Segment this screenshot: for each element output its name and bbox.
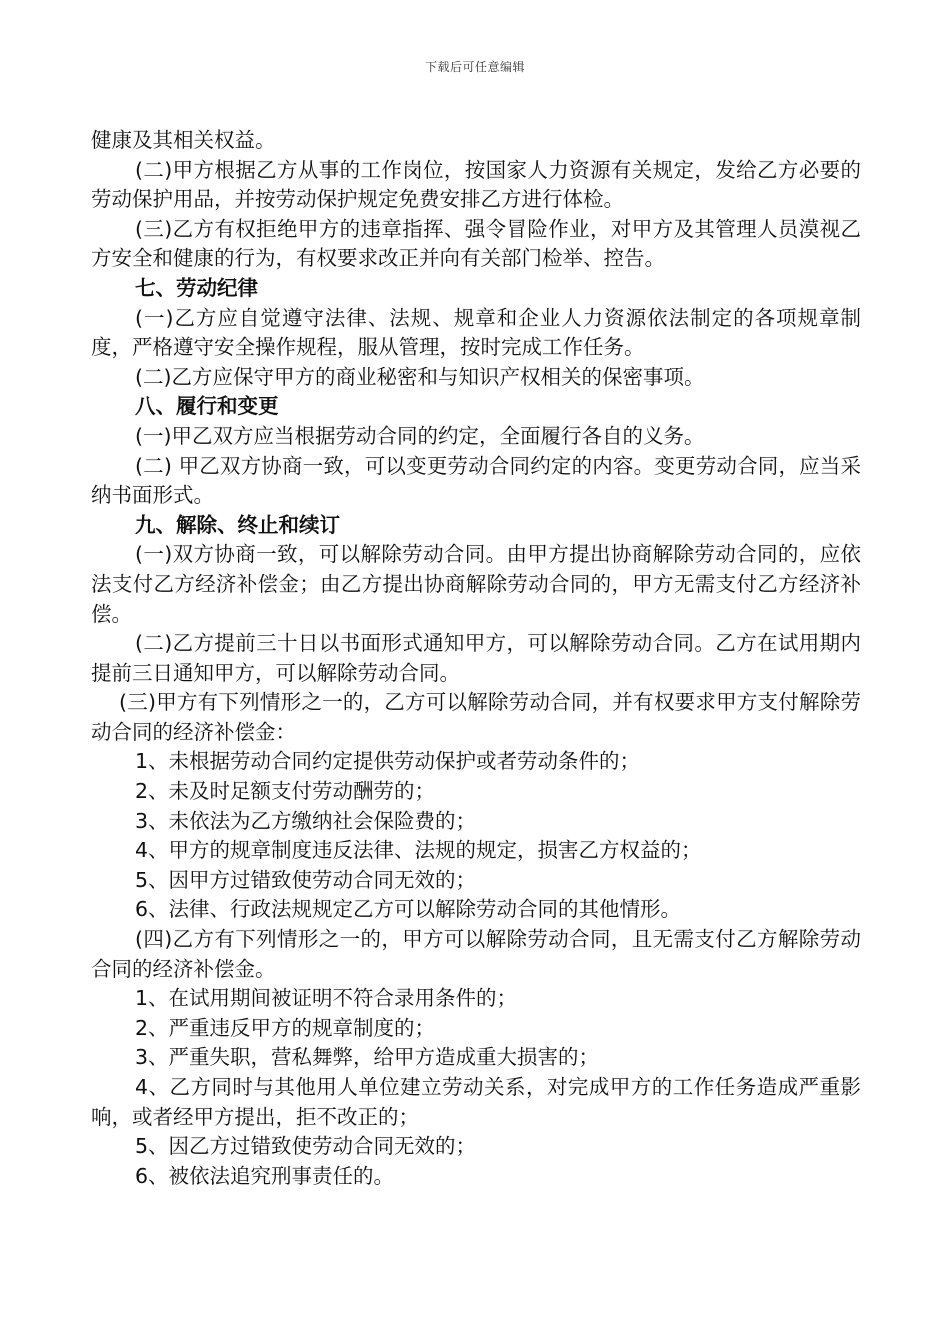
- paragraph: (一)甲乙双方应当根据劳动合同的约定，全面履行各自的义务。: [135, 423, 705, 448]
- list-item: 4、甲方的规章制度违反法律、法规的规定，损害乙方权益的；: [135, 838, 702, 863]
- paragraph: (二) 甲乙双方协商一致，可以变更劳动合同约定的内容。变更劳动合同，应当采纳书面形式。: [91, 453, 861, 508]
- list-item: 5、因乙方过错致使劳动合同无效的；: [135, 1134, 477, 1159]
- list-item: 2、未及时足额支付劳动酬劳的；: [135, 779, 436, 804]
- paragraph-continuation: 健康及其相关权益。: [91, 128, 276, 152]
- list-item: 1、未根据劳动合同约定提供劳动保护或者劳动条件的；: [135, 749, 641, 774]
- section-heading: 七、劳动纪律: [135, 275, 258, 300]
- header-note: 下载后可任意编辑: [424, 60, 525, 74]
- paragraph: (二)乙方提前三十日以书面形式通知甲方，可以解除劳动合同。乙方在试用期内提前三日通知甲方，可以解除劳动合同。: [91, 631, 861, 685]
- list-item: 3、严重失职，营私舞弊，给甲方造成重大损害的；: [135, 1045, 600, 1070]
- paragraph: (一)双方协商一致，可以解除劳动合同。由甲方提出协商解除劳动合同的，应依法支付乙方经济补偿金；由乙方提出协商解除劳动合同的，甲方无需支付乙方经济补偿。: [91, 542, 861, 626]
- paragraph: (一)乙方应自觉遵守法律、法规、规章和企业人力资源依法制定的各项规章制度，严格遵守安全操作规程，服从管理，按时完成工作任务。: [91, 305, 861, 360]
- list-item: 1、在试用期间被证明不符合录用条件的；: [135, 986, 518, 1011]
- paragraph: (二)甲方根据乙方从事的工作岗位，按国家人力资源有关规定，发给乙方必要的劳动保护用品，并按劳动保护规定免费安排乙方进行体检。: [91, 157, 861, 212]
- list-item: 5、因甲方过错致使劳动合同无效的；: [135, 867, 477, 892]
- paragraph: (三)甲方有下列情形之一的，乙方可以解除劳动合同，并有权要求甲方支付解除劳动合同的经济补偿金：: [91, 690, 861, 744]
- paragraph: (三)乙方有权拒绝甲方的违章指挥、强令冒险作业，对甲方及其管理人员漠视乙方安全和健康的行为，有权要求改正并向有关部门检举、控告。: [91, 216, 861, 271]
- paragraph: (二)乙方应保守甲方的商业秘密和与知识产权相关的保密事项。: [135, 364, 705, 389]
- list-item: 3、未依法为乙方缴纳社会保险费的；: [135, 808, 477, 833]
- section-heading: 九、解除、终止和续订: [135, 512, 340, 537]
- list-item: 4、乙方同时与其他用人单位建立劳动关系，对完成甲方的工作任务造成严重影响，或者经甲方提出，拒不改正的；: [91, 1075, 861, 1129]
- list-item: 2、严重违反甲方的规章制度的；: [135, 1015, 436, 1040]
- list-item: 6、被依法追究刑事责任的。: [135, 1163, 395, 1188]
- paragraph: (四)乙方有下列情形之一的，甲方可以解除劳动合同，且无需支付乙方解除劳动合同的经济补偿金。: [91, 927, 861, 981]
- list-item: 6、法律、行政法规规定乙方可以解除劳动合同的其他情形。: [135, 897, 682, 922]
- document-body: [91, 126, 861, 1191]
- section-heading: 八、履行和变更: [135, 394, 279, 419]
